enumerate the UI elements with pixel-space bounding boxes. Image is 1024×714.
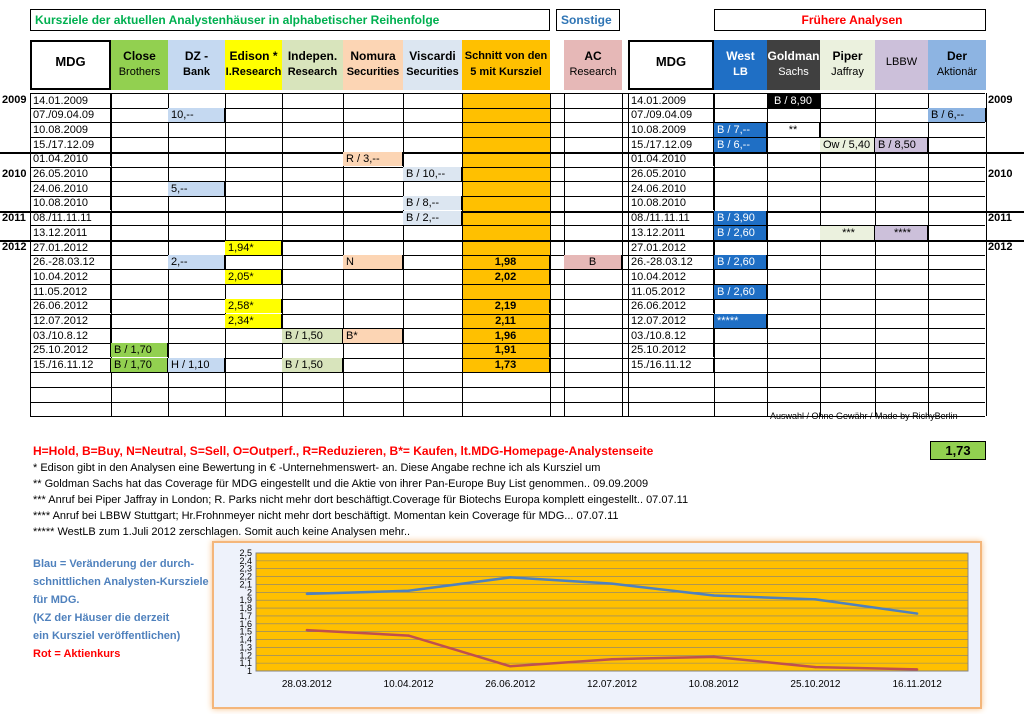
cell-date: 25.10.2012 [30, 343, 111, 357]
column-separator [928, 93, 929, 416]
cell-goldman: B / 8,90 [767, 94, 820, 108]
cell-west: B / 2,60 [714, 226, 767, 240]
header-viscardi-line2: Securities [406, 66, 459, 78]
footnote-4: **** Anruf bei LBBW Stuttgart; Hr.Frohnmeyer nicht mehr dort beschäftigt. Momentan kein Coverage für MDG... 07.07.11 [33, 510, 619, 522]
header-average-line2: 5 mit Kursziel [470, 66, 542, 78]
earlier-section-title: Frühere Analysen [714, 9, 986, 31]
main-section-title: Kursziele der aktuellen Analystenhäuser in alphabetischer Reihenfolge [30, 9, 550, 31]
header-indepen-research [282, 40, 343, 90]
plot-area [256, 553, 968, 671]
column-separator [767, 93, 768, 416]
x-tick-label: 12.07.2012 [586, 679, 638, 690]
cell-close: B / 1,70 [111, 358, 168, 372]
header-der-aktionaer-line2: Aktionär [936, 66, 978, 78]
y-tick-label: 1,3 [239, 642, 252, 653]
row-separator [30, 284, 985, 285]
other-section-title: Sonstige [556, 9, 620, 31]
data-point [814, 666, 816, 668]
column-separator [403, 93, 404, 416]
data-point [814, 598, 816, 600]
cell-viscardi: B / 10,-- [403, 167, 462, 181]
y-tick-label: 1,5 [239, 626, 252, 637]
header-viscardi-line1: Viscardi [409, 49, 456, 63]
cell-date2: 14.01.2009 [628, 94, 714, 108]
cell-date: 11.05.2012 [30, 285, 111, 299]
year-label-2012-right: 2012 [988, 241, 1013, 253]
cell-edison: 2,34* [225, 314, 282, 328]
header-dz-bank [168, 40, 225, 90]
data-point [509, 665, 511, 667]
row-separator [30, 167, 985, 168]
data-point [509, 576, 511, 578]
cell-date: 10.08.2009 [30, 123, 111, 137]
cell-date: 13.12.2011 [30, 226, 111, 240]
y-tick-label: 1 [246, 666, 252, 676]
header-dz-bank-line2: Bank [183, 66, 210, 78]
chart-frame [212, 541, 982, 709]
header-indepen-research-line1: Indepen. [287, 49, 338, 63]
cell-avg: 2,19 [462, 299, 550, 313]
line-chart [214, 543, 980, 707]
data-point [713, 656, 715, 658]
cell-date2: 26.-28.03.12 [628, 255, 714, 269]
cell-west: B / 2,60 [714, 285, 767, 299]
header-goldman-sachs-line1: Goldman [767, 49, 820, 63]
data-point [611, 582, 613, 584]
cell-avg: 1,91 [462, 343, 550, 357]
header-goldman-sachs-line2: Sachs [778, 66, 809, 78]
cell-date2: 01.04.2010 [628, 152, 714, 166]
row-separator [30, 93, 985, 94]
header-piper-jaffray [820, 40, 875, 90]
y-tick-label: 2,5 [239, 548, 252, 558]
cell-date: 15./16.11.12 [30, 358, 111, 372]
cell-date: 14.01.2009 [30, 94, 111, 108]
data-point [407, 590, 409, 592]
y-tick-label: 1,9 [239, 595, 252, 606]
year-label-2010-left: 2010 [2, 167, 27, 180]
cell-west: B / 7,-- [714, 123, 767, 137]
y-tick-label: 2,1 [239, 579, 252, 590]
cell-dz: 10,-- [168, 108, 225, 122]
cell-west: ***** [714, 314, 767, 328]
y-tick-label: 1,4 [239, 634, 252, 645]
header-close-brothers-line2: Brothers [118, 66, 161, 78]
cell-date2: 08./11.11.11 [628, 211, 714, 225]
cell-date2: 12.07.2012 [628, 314, 714, 328]
cell-ac: B [564, 255, 622, 269]
cell-date2: 10.08.2010 [628, 196, 714, 210]
cell-edison: 2,58* [225, 299, 282, 313]
year-label-2009-right: 2009 [988, 94, 1013, 106]
cell-nomura: B* [343, 329, 403, 343]
blue-note-line: schnittlichen Analysten-Kursziele [33, 576, 209, 588]
y-tick-label: 2,2 [239, 571, 252, 582]
cell-viscardi: B / 2,-- [403, 211, 462, 225]
row-separator [30, 402, 985, 403]
current-average-box: 1,73 [930, 441, 986, 460]
cell-date2: 15./16.11.12 [628, 358, 714, 372]
column-separator [986, 93, 987, 416]
row-separator [0, 211, 1024, 213]
header-edison [225, 40, 282, 90]
cell-date2: 25.10.2012 [628, 343, 714, 357]
header-mdg-2: MDG [628, 40, 714, 90]
cell-date: 27.01.2012 [30, 241, 111, 255]
cell-goldman-note: ** [767, 123, 820, 137]
rating-legend: H=Hold, B=Buy, N=Neutral, S=Sell, O=Outperf., R=Reduzieren, B*= Kaufen, lt.MDG-Homepage-Analystenseite [33, 444, 654, 458]
cell-edison: 2,05* [225, 270, 282, 284]
cell-date2: 10.04.2012 [628, 270, 714, 284]
blue-note-line: für MDG. [33, 594, 80, 606]
row-separator [30, 372, 985, 373]
cell-date: 10.08.2010 [30, 196, 111, 210]
column-separator [550, 93, 551, 416]
cell-avg: 2,11 [462, 314, 550, 328]
header-edison-line2: I.Research [225, 66, 282, 78]
x-tick-label: 25.10.2012 [790, 679, 841, 690]
y-tick-label: 1,7 [239, 610, 252, 621]
y-tick-label: 1,8 [239, 603, 252, 614]
cell-date2: 13.12.2011 [628, 226, 714, 240]
header-indepen-research-line2: Research [287, 66, 338, 78]
header-lbbw: LBBW [875, 40, 928, 90]
cell-date: 26.-28.03.12 [30, 255, 111, 269]
cell-dz: 2,-- [168, 255, 225, 269]
x-tick-label: 16.11.2012 [892, 679, 942, 690]
row-separator [30, 387, 985, 388]
year-label-2012-left: 2012 [2, 241, 27, 253]
cell-nomura: R / 3,-- [343, 152, 403, 166]
cell-avg: 1,73 [462, 358, 550, 372]
data-point [916, 668, 918, 670]
cell-date: 03./10.8.12 [30, 329, 111, 343]
header-ac-research-line2: Research [569, 66, 617, 78]
header-nomura-line2: Securities [346, 66, 400, 78]
header-average [462, 40, 550, 90]
header-edison-line1: Edison * [229, 49, 278, 63]
header-close-brothers-line1: Close [123, 49, 156, 63]
y-tick-label: 1,1 [239, 658, 252, 669]
cell-avg: 2,02 [462, 270, 550, 284]
cell-piper: *** [820, 226, 875, 240]
header-mdg: MDG [30, 40, 111, 90]
header-der-aktionaer-line1: Der [946, 49, 967, 63]
data-point [306, 629, 308, 631]
cell-date: 15./17.12.09 [30, 138, 111, 152]
blue-note-line: Blau = Veränderung der durch- [33, 558, 195, 570]
cell-dz: 5,-- [168, 182, 225, 196]
header-dz-bank-line1: DZ - [184, 49, 209, 63]
cell-close: B / 1,70 [111, 343, 168, 357]
y-tick-label: 1,6 [239, 618, 252, 629]
header-ac-research [564, 40, 622, 90]
cell-lbbw: **** [875, 226, 928, 240]
cell-indepen: B / 1,50 [282, 329, 343, 343]
header-close-brothers [111, 40, 168, 90]
blue-note-line: (KZ der Häuser die derzeit [33, 612, 170, 624]
header-nomura-line1: Nomura [350, 49, 396, 63]
data-point [407, 634, 409, 636]
cell-date2: 27.01.2012 [628, 241, 714, 255]
cell-date2: 11.05.2012 [628, 285, 714, 299]
cell-piper: Ow / 5,40 [820, 138, 875, 152]
cell-date: 08./11.11.11 [30, 211, 111, 225]
x-tick-label: 10.04.2012 [383, 679, 434, 690]
x-tick-label: 26.06.2012 [485, 679, 536, 690]
cell-avg: 1,98 [462, 255, 550, 269]
footnote-5: ***** WestLB zum 1.Juli 2012 zerschlagen. Somit auch keine Analysen mehr.. [33, 526, 411, 538]
y-tick-label: 2,4 [239, 555, 252, 566]
y-tick-label: 1,2 [239, 650, 252, 661]
data-point [713, 594, 715, 596]
cell-date2: 07./09.04.09 [628, 108, 714, 122]
y-tick-label: 2,3 [239, 563, 252, 574]
red-note: Rot = Aktienkurs [33, 648, 121, 660]
header-west-lb-line2: LB [733, 66, 748, 78]
header-der-aktionaer [928, 40, 986, 90]
cell-dz: H / 1,10 [168, 358, 225, 372]
year-label-2011-left: 2011 [2, 211, 26, 224]
cell-date2: 24.06.2010 [628, 182, 714, 196]
blue-note-line: ein Kursziel veröffentlichen) [33, 630, 181, 642]
footnote-2: ** Goldman Sachs hat das Coverage für MDG eingestellt und die Aktie von ihrer Pan-Europe Buy List genommen.. 09.09.2009 [33, 478, 649, 490]
x-tick-label: 28.03.2012 [281, 679, 332, 690]
year-label-2010-right: 2010 [988, 167, 1013, 180]
year-label-2011-right: 2011 [988, 211, 1012, 224]
data-point [306, 593, 308, 595]
header-average-line1: Schnitt von den [464, 50, 548, 62]
data-point [611, 658, 613, 660]
header-west-lb [714, 40, 767, 90]
cell-date: 24.06.2010 [30, 182, 111, 196]
row-separator [30, 196, 985, 197]
cell-date: 10.04.2012 [30, 270, 111, 284]
cell-viscardi: B / 8,-- [403, 196, 462, 210]
header-piper-jaffray-line2: Jaffray [831, 66, 864, 78]
credit-text: Auswahl / Ohne Gewähr / Made by RichyBerlin [770, 411, 958, 421]
cell-date: 01.04.2010 [30, 152, 111, 166]
cell-date2: 26.06.2012 [628, 299, 714, 313]
cell-nomura: N [343, 255, 403, 269]
cell-west: B / 6,-- [714, 138, 767, 152]
row-separator [0, 240, 1024, 242]
y-tick-label: 2 [246, 587, 252, 598]
footnote-3: *** Anruf bei Piper Jaffray in London; R. Parks nicht mehr dort beschäftigt.Coverage für Biotechs Europa komplett eingestellt.. 07.07.11 [33, 494, 689, 506]
cell-aktionaer: B / 6,-- [928, 108, 986, 122]
cell-date: 26.05.2010 [30, 167, 111, 181]
data-point [916, 612, 918, 614]
header-west-lb-line1: West [726, 49, 755, 63]
row-separator [30, 122, 985, 123]
cell-date: 12.07.2012 [30, 314, 111, 328]
footnote-1: * Edison gibt in den Analysen eine Bewertung in € -Unternehmenswert- an. Diese Angabe rechne ich als Kursziel um [33, 462, 601, 474]
header-nomura [343, 40, 403, 90]
cell-date: 07./09.04.09 [30, 108, 111, 122]
header-ac-research-line1: AC [584, 49, 602, 63]
cell-indepen: B / 1,50 [282, 358, 343, 372]
cell-date2: 26.05.2010 [628, 167, 714, 181]
cell-date2: 15./17.12.09 [628, 138, 714, 152]
column-separator [225, 93, 226, 416]
row-separator [0, 152, 1024, 154]
cell-avg: 1,96 [462, 329, 550, 343]
header-goldman-sachs [767, 40, 820, 90]
column-separator [622, 93, 623, 416]
year-label-2009-left: 2009 [2, 94, 27, 106]
cell-west: B / 3,90 [714, 211, 767, 225]
cell-west: B / 2,60 [714, 255, 767, 269]
cell-edison: 1,94* [225, 241, 282, 255]
cell-lbbw: B / 8,50 [875, 138, 928, 152]
cell-date2: 10.08.2009 [628, 123, 714, 137]
header-piper-jaffray-line1: Piper [832, 49, 863, 63]
x-tick-label: 10.08.2012 [688, 679, 739, 690]
cell-date2: 03./10.8.12 [628, 329, 714, 343]
cell-date: 26.06.2012 [30, 299, 111, 313]
header-viscardi [403, 40, 462, 90]
